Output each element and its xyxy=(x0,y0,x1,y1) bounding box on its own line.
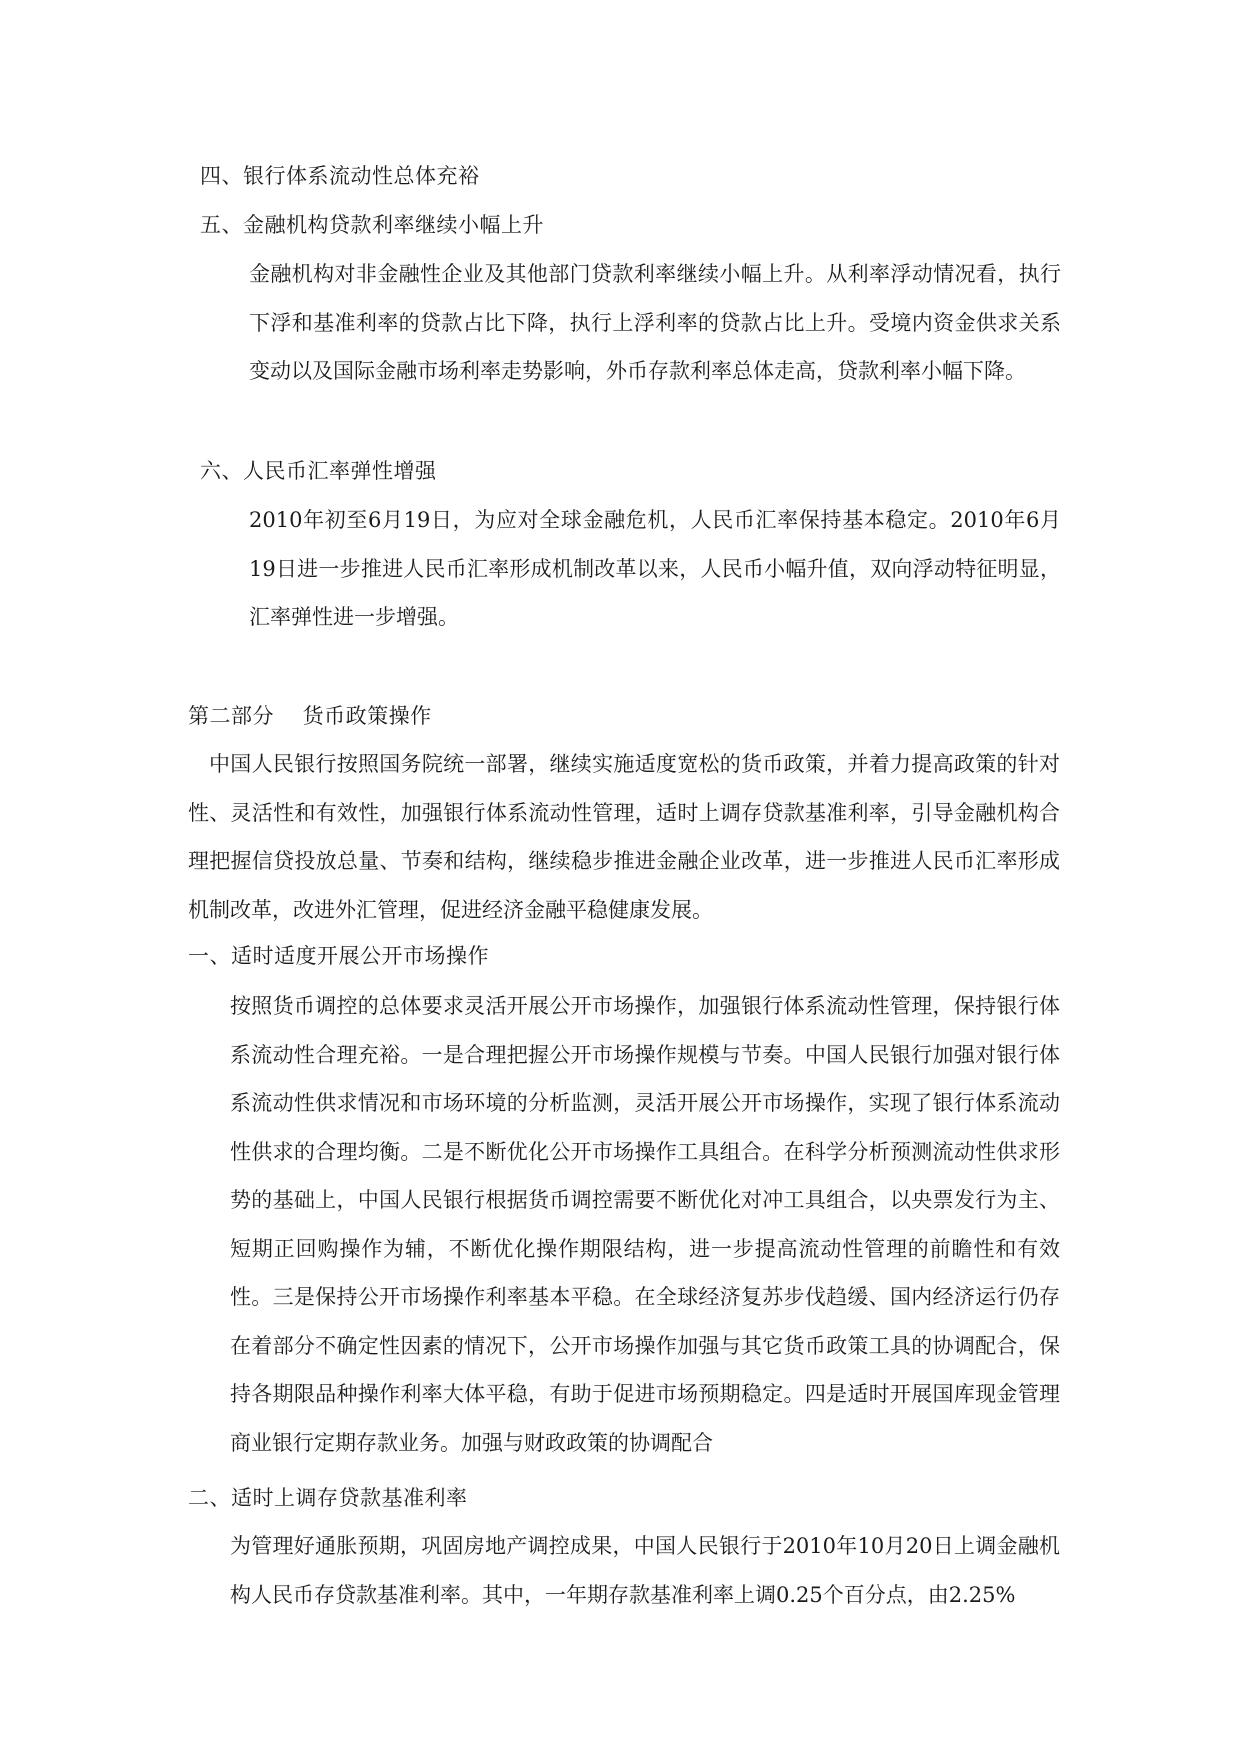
paragraph-part2-intro: 中国人民银行按照国务院统一部署，继续实施适度宽松的货币政策，并着力提高政策的针对性、灵活性和有效性，加强银行体系流动性管理，适时上调存贷款基准利率，引导金融机构合理把握信贷投放总量、节奏和结构，继续稳步推进金融企业改革，进一步推进人民币汇率形成机制改革，改进外汇管理，促进经济金融平稳健康发展。 xyxy=(188,752,1060,922)
heading-section-6: 六、人民币汇率弹性增强 xyxy=(200,459,437,483)
heading-part2-1: 一、适时适度开展公开市场操作 xyxy=(188,944,489,968)
paragraph-part2-1: 按照货币调控的总体要求灵活开展公开市场操作，加强银行体系流动性管理，保持银行体系流动性合理充裕。一是合理把握公开市场操作规模与节奏。中国人民银行加强对银行体系流动性供求情况和市场环境的分析监测，灵活开展公开市场操作，实现了银行体系流动性供求的合理均衡。二是不断优化公开市场操作工具组合。在科学分析预测流动性供求形势的基础上，中国人民银行根据货币调控需要不断优化对冲工具组合，以央票发行为主、短期正回购操作为辅，不断优化操作期限结构，进一步提高流动性管理的前瞻性和有效性。三是保持公开市场操作利率基本平稳。在全球经济复苏步伐趋缓、国内经济运行仍存在着部分不确定性因素的情况下，公开市场操作加强与其它货币政策工具的协调配合，保持各期限品种操作利率大体平稳，有助于促进市场预期稳定。四是适时开展国库现金管理商业银行定期存款业务。加强与财政政策的协调配合 xyxy=(230,994,1060,1455)
paragraph-section-5: 金融机构对非金融性企业及其他部门贷款利率继续小幅上升。从利率浮动情况看，执行下浮和基准利率的贷款占比下降，执行上浮利率的贷款占比上升。受境内资金供求关系变动以及国际金融市场利率走势影响，外币存款利率总体走高，贷款利率小幅下降。 xyxy=(249,262,1061,383)
paragraph-section-6: 2010年初至6月19日，为应对全球金融危机，人民币汇率保持基本稳定。2010年6月19日进一步推进人民币汇率形成机制改革以来，人民币小幅升值，双向浮动特征明显，汇率弹性进一步增强。 xyxy=(249,508,1061,629)
heading-part2-2: 二、适时上调存贷款基准利率 xyxy=(188,1486,468,1510)
paragraph-part2-2: 为管理好通胀预期，巩固房地产调控成果，中国人民银行于2010年10月20日上调金融机构人民币存贷款基准利率。其中，一年期存款基准利率上调0.25个百分点，由2.25% xyxy=(230,1534,1060,1607)
heading-section-5: 五、金融机构贷款利率继续小幅上升 xyxy=(200,213,544,237)
heading-section-4: 四、银行体系流动性总体充裕 xyxy=(200,164,480,188)
part-title: 第二部分 货币政策操作 xyxy=(188,704,432,728)
